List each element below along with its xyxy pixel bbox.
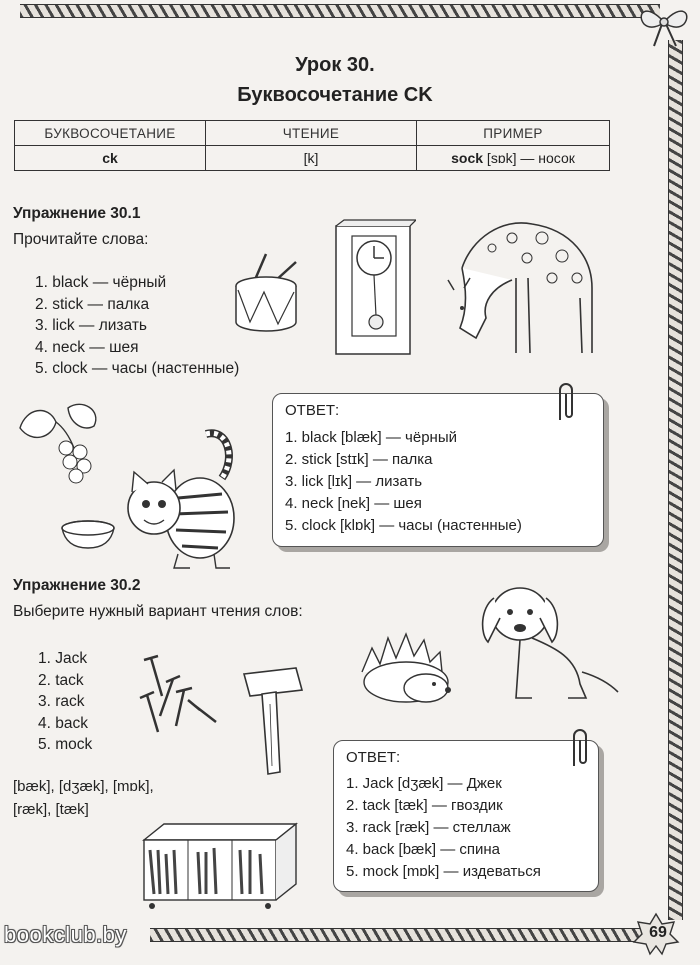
table-header-row — [15, 121, 610, 146]
list-item: 5. mock — [38, 736, 93, 753]
exercise-2-answer-list — [346, 773, 541, 883]
list-item: 2. tack [tæk] — гвоздик — [346, 797, 503, 814]
list-item: 5. clock — часы (настенные) — [35, 360, 240, 377]
list-item: 5. mock [mɒk] — издеваться — [346, 863, 541, 880]
list-item: 3. lick — лизать — [35, 317, 147, 334]
list-item: 4. back — [38, 714, 88, 732]
list-item: 2. tack — [38, 671, 84, 689]
exercise-1-instruction: Прочитайте слова: — [13, 231, 149, 248]
list-item: 1. Jack [dʒæk] — Джек — [346, 775, 502, 792]
list-item: 3. rack [ræk] — стеллаж — [346, 819, 511, 836]
page-border-bottom — [150, 928, 642, 942]
reading-options — [13, 775, 154, 821]
paperclip-icon — [552, 380, 578, 424]
list-item: 1. Jack — [38, 650, 88, 667]
table-header-cell: БУКВОСОЧЕТАНИЕ — [15, 121, 206, 146]
table-cell-combination: ck — [15, 146, 206, 171]
list-item: 4. back [bæk] — спина — [346, 841, 501, 858]
drum-icon — [224, 250, 308, 340]
exercise-2-title: Упражнение 30.2 — [13, 577, 141, 594]
list-item: 4. neck — шея — [35, 338, 139, 356]
list-item: 3. rack — [38, 693, 85, 710]
puppy-icon — [476, 578, 622, 708]
table-header-cell: ЧТЕНИЕ — [206, 121, 417, 146]
exercise-1-answer-list — [285, 427, 522, 537]
hammer-icon — [236, 660, 308, 776]
exercise-1-word-list — [35, 272, 239, 380]
wall-clock-icon — [332, 218, 416, 358]
table-cell-reading: [k] — [206, 146, 417, 171]
table-header-cell: ПРИМЕР — [417, 121, 610, 146]
rule-table — [14, 120, 610, 171]
shelf-rack-icon — [140, 820, 302, 910]
reading-options-line: [ræk], [tæk] — [13, 801, 89, 818]
giraffe-icon — [432, 208, 612, 358]
list-item: 2. stick — палка — [35, 295, 150, 313]
table-row — [15, 146, 610, 171]
list-item: 5. clock [klɒk] — часы (настенные) — [285, 517, 522, 534]
example-transcription: [sɒk] — носок — [483, 150, 575, 166]
list-item: 3. lick [lɪk] — лизать — [285, 473, 423, 490]
list-item: 1. black — чёрный — [35, 274, 167, 291]
currants-icon — [12, 398, 112, 488]
watermark: bookclub.by — [4, 922, 127, 947]
answer-label: ОТВЕТ: — [285, 402, 340, 419]
bow-icon — [632, 0, 696, 48]
list-item: 1. black [blæk] — чёрный — [285, 429, 457, 446]
reading-options-line: [bæk], [dʒæk], [mɒk], — [13, 778, 154, 795]
answer-label: ОТВЕТ: — [346, 749, 401, 766]
exercise-1-title: Упражнение 30.1 — [13, 205, 141, 222]
page-number: 69 — [649, 924, 667, 941]
tacks-icon — [136, 652, 220, 734]
exercise-2-answer-box — [333, 740, 599, 892]
example-word: sock — [451, 150, 484, 166]
list-item: 2. stick [stɪk] — палка — [285, 451, 433, 468]
page-border-top — [20, 4, 660, 18]
lesson-topic: Буквосочетание CK — [237, 84, 433, 106]
table-cell-example — [417, 146, 610, 171]
paperclip-icon — [566, 726, 592, 770]
bowl-icon — [58, 518, 118, 552]
list-item: 4. neck [nek] — шея — [285, 495, 422, 512]
page-border-right — [668, 40, 683, 920]
hedgehog-icon — [356, 628, 456, 710]
exercise-2-word-list — [38, 648, 92, 756]
lesson-title: Урок 30. — [295, 54, 375, 76]
exercise-2-instruction: Выберите нужный вариант чтения слов: — [13, 603, 303, 620]
cat-icon — [118, 428, 248, 578]
